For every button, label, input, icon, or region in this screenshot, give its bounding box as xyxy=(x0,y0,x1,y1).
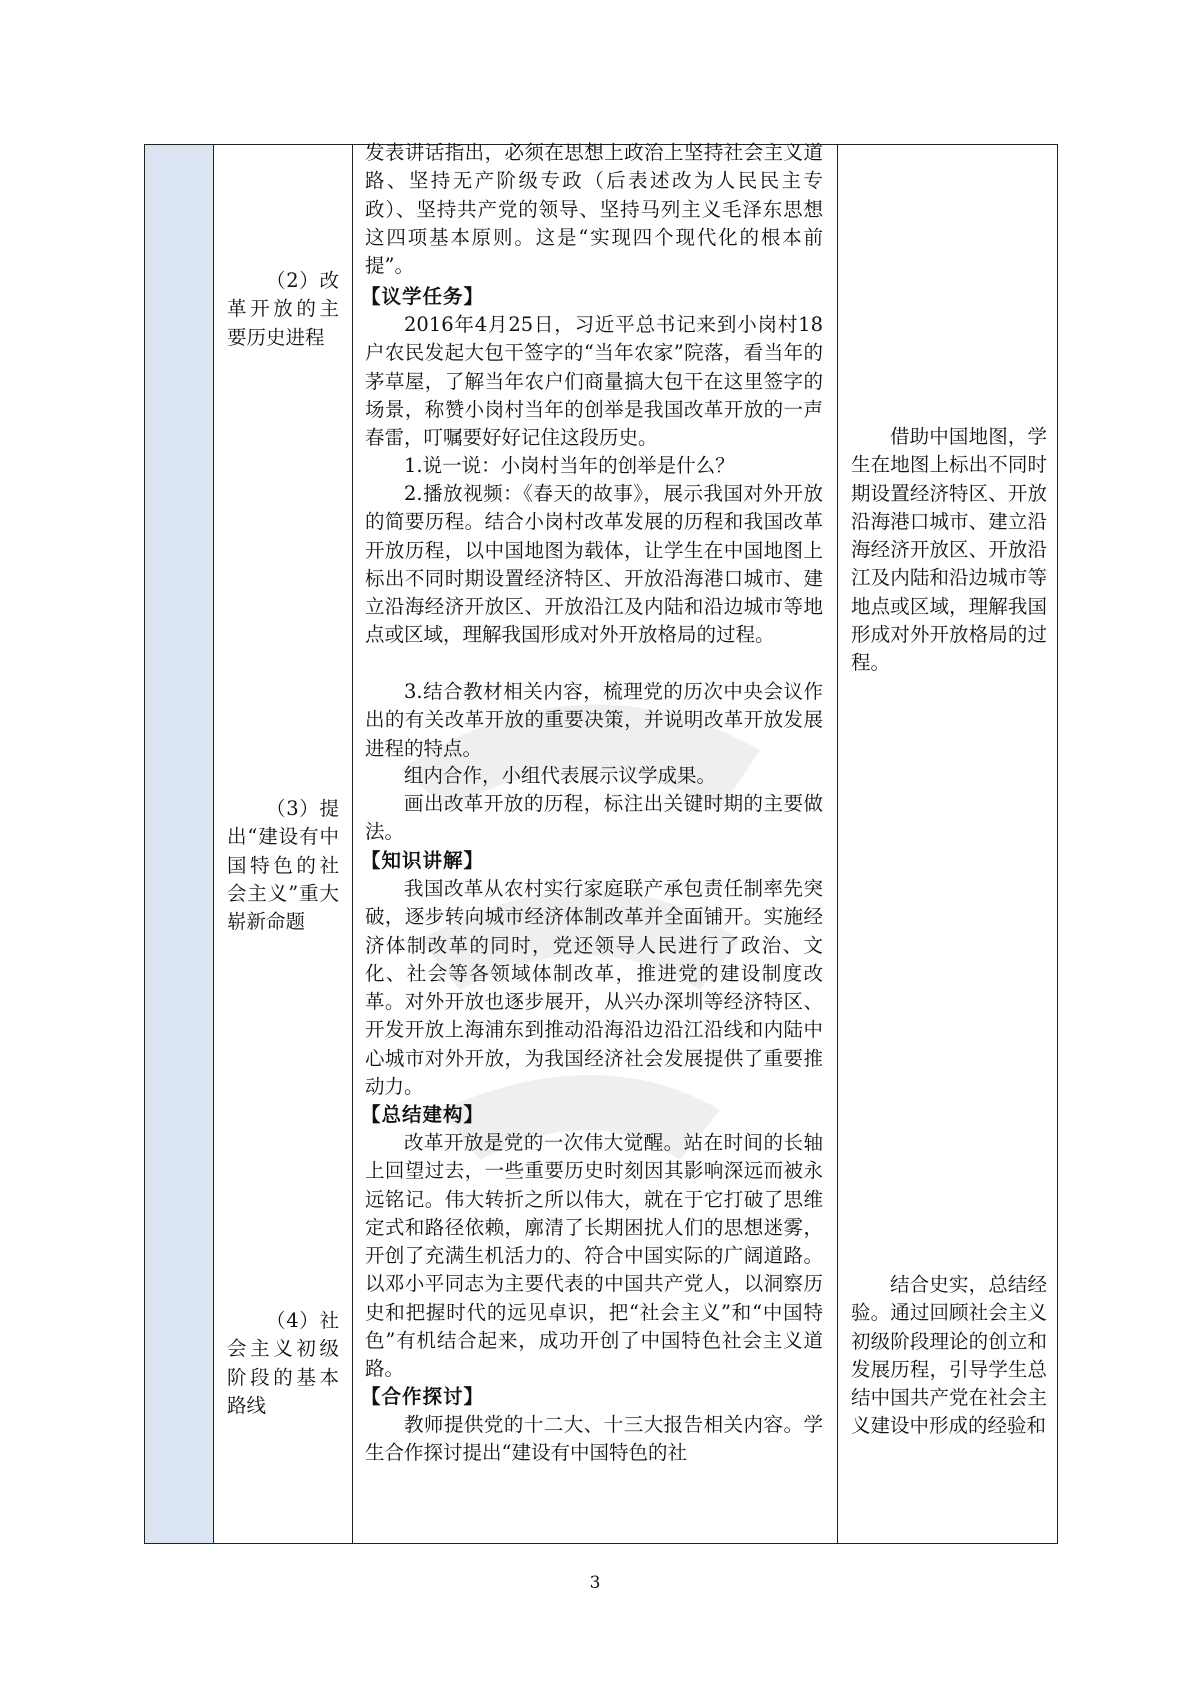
outline-item-4: （4）社会主义初级阶段的基本路线 xyxy=(227,1309,339,1417)
intro-paragraph: 发表讲话指出，必须在思想上政治上坚持社会主义道路、坚持无产阶级专政（后表述改为人民民主专政）、坚持共产党的领导、坚持马列主义毛泽东思想这四项基本原则。这是“实现四个现代化的根本前提”。 xyxy=(365,141,823,278)
content-outline-column xyxy=(214,145,353,1543)
page-number: 3 xyxy=(589,1573,601,1593)
design-intent-column xyxy=(838,145,1059,1543)
teaching-process-column xyxy=(353,141,838,1543)
paragraph: 画出改革开放的历程，标注出关键时期的主要做法。 xyxy=(365,792,823,844)
paragraph: 教师提供党的十二大、十三大报告相关内容。学生合作探讨提出“建设有中国特色的社 xyxy=(365,1413,823,1465)
section-heading-task: 【议学任务】 xyxy=(361,285,485,308)
paragraph: 2.播放视频：《春天的故事》，展示我国对外开放的简要历程。结合小岗村改革发展的历程和我国改革开放历程，以中国地图为载体，让学生在中国地图上标出不同时期设置经济特区、开放沿海港口城市、建立沿海经济开放区、开放沿江及内陆和沿边城市等地点或区域，理解我国形成对外开放格局的过程。 xyxy=(365,482,823,647)
section-heading-knowledge: 【知识讲解】 xyxy=(361,849,485,872)
section-column xyxy=(145,145,214,1543)
design-note: 结合史实，总结经验。通过回顾社会主义初级阶段理论的创立和发展历程，引导学生总结中国共产党在社会主义建设中形成的经验和 xyxy=(851,1273,1047,1438)
section-heading-summary: 【总结建构】 xyxy=(361,1103,485,1126)
design-note: 借助中国地图，学生在地图上标出不同时期设置经济特区、开放沿海港口城市、建立沿海经济开放区、开放沿江及内陆和沿边城市等地点或区域，理解我国形成对外开放格局的过程。 xyxy=(851,425,1047,675)
paragraph: 改革开放是党的一次伟大觉醒。站在时间的长轴上回望过去，一些重要历史时刻因其影响深远而被永远铭记。伟大转折之所以伟大，就在于它打破了思维定式和路径依赖，廓清了长期困扰人们的思想迷雾，开创了充满生机活力的、符合中国实际的广阔道路。以邓小平同志为主要代表的中国共产党人，以洞察历史和把握时代的远见卓识，把“社会主义”和“中国特色”有机结合起来，成功开创了中国特色社会主义道路。 xyxy=(365,1131,823,1381)
paragraph: 我国改革从农村实行家庭联产承包责任制率先突破，逐步转向城市经济体制改革并全面铺开。实施经济体制改革的同时，党还领导人民进行了政治、文化、社会等各领域体制改革，推进党的建设制度改革。对外开放也逐步展开，从兴办深圳等经济特区、开发开放上海浦东到推动沿海沿边沿江沿线和内陆中心城市对外开放，为我国经济社会发展提供了重要推动力。 xyxy=(365,877,823,1099)
paragraph: 2016年4月25日，习近平总书记来到小岗村18户农民发起大包干签字的“当年农家”院落，看当年的茅草屋，了解当年农户们商量搞大包干在这里签字的场景，称赞小岗村当年的创举是我国改革开放的一声春雷，叮嘱要好好记住这段历史。 xyxy=(365,313,823,450)
outline-item-3: （3）提出“建设有中国特色的社会主义”重大崭新命题 xyxy=(227,797,339,934)
section-heading-discussion: 【合作探讨】 xyxy=(361,1385,485,1408)
paragraph: 3.结合教材相关内容，梳理党的历次中央会议作出的有关改革开放的重要决策，并说明改革开放发展进程的特点。 xyxy=(365,680,823,760)
outline-item-2: （2）改革开放的主要历史进程 xyxy=(227,269,339,349)
paragraph: 1.说一说：小岗村当年的创举是什么？ xyxy=(404,454,735,477)
lesson-table xyxy=(144,141,1058,1544)
paragraph: 组内合作，小组代表展示议学成果。 xyxy=(404,764,717,787)
